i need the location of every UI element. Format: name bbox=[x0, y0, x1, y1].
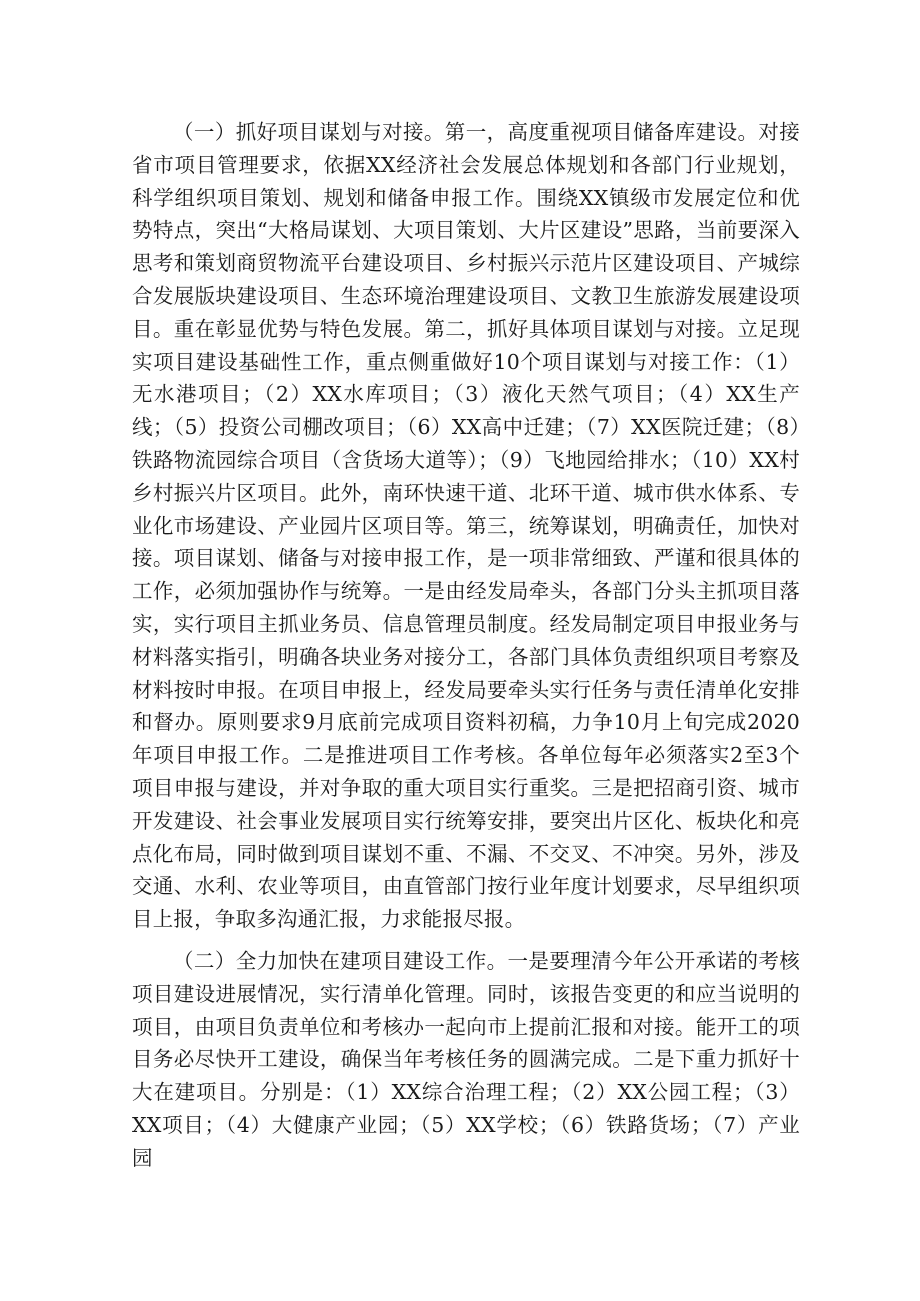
paragraph-project-planning: （一）抓好项目谋划与对接。第一，高度重视项目储备库建设。对接省市项目管理要求，依据XX经济社会发展总体规划和各部门行业规划，科学组织项目策划、规划和储备申报工作。围绕XX镇级市发展定位和优势特点，突出“大格局谋划、大项目策划、大片区建设”思路，当前要深入思考和策划商贸物流平台建设项目、乡村振兴示范片区建设项目、产城综合发展版块建设项目、生态环境治理建设项目、文教卫生旅游发展建设项目。重在彰显优势与特色发展。第二，抓好具体项目谋划与对接。立足现实项目建设基础性工作，重点侧重做好10个项目谋划与对接工作：（1）无水港项目；（2）XX水库项目；（3）液化天然气项目；（4）XX生产线；（5）投资公司棚改项目；（6）XX高中迁建；（7）XX医院迁建；（8）铁路物流园综合项目（含货场大道等）；（9）飞地园给排水；（10）XX村乡村振兴片区项目。此外，南环快速干道、北环干道、城市供水体系、专业化市场建设、产业园片区项目等。第三，统筹谋划，明确责任，加快对接。项目谋划、储备与对接申报工作，是一项非常细致、严谨和很具体的工作，必须加强协作与统筹。一是由经发局牵头，各部门分头主抓项目落实，实行项目主抓业务员、信息管理员制度。经发局制定项目申报业务与材料落实指引，明确各块业务对接分工，各部门具体负责组织项目考察及材料按时申报。在项目申报上，经发局要牵头实行任务与责任清单化安排和督办。原则要求9月底前完成项目资料初稿，力争10月上旬完成2020年项目申报工作。二是推进项目工作考核。各单位每年必须落实2至3个项目申报与建设，并对争取的重大项目实行重奖。三是把招商引资、城市开发建设、社会事业发展项目实行统筹安排，要突出片区化、板块化和亮点化布局，同时做到项目谋划不重、不漏、不交叉、不冲突。另外，涉及交通、水利、农业等项目，由直管部门按行业年度计划要求，尽早组织项目上报，争取多沟通汇报，力求能报尽报。 bbox=[132, 120, 800, 932]
document-body bbox=[132, 116, 800, 1175]
paragraph-construction-projects: （二）全力加快在建项目建设工作。一是要理清今年公开承诺的考核项目建设进展情况，实行清单化管理。同时，该报告变更的和应当说明的项目，由项目负责单位和考核办一起向市上提前汇报和对接。能开工的项目务必尽快开工建设，确保当年考核任务的圆满完成。二是下重力抓好十大在建项目。分别是：（1）XX综合治理工程；（2）XX公园工程；（3）XX项目；（4）大健康产业园；（5）XX学校；（6）铁路货场；（7）产业园 bbox=[132, 948, 800, 1170]
